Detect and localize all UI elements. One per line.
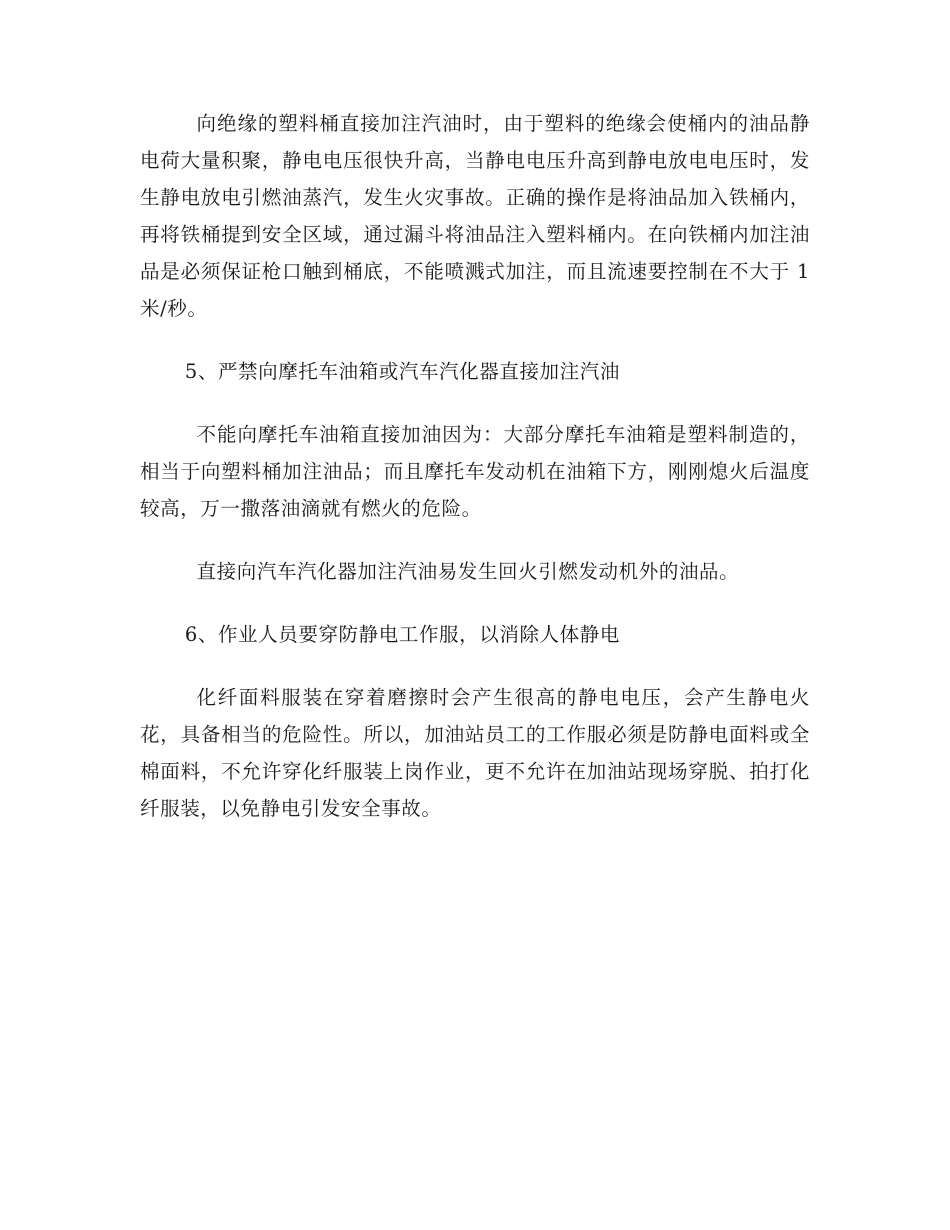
paragraph-motorcycle-tank: 不能向摩托车油箱直接加油因为：大部分摩托车油箱是塑料制造的，相当于向塑料桶加注油品；而且摩托车发动机在油箱下方，刚刚熄火后温度较高，万一撒落油滴就有燃火的危险。: [140, 423, 810, 520]
paragraph-carburetor: 直接向汽车汽化器加注汽油易发生回火引燃发动机外的油品。: [196, 560, 740, 583]
document-page: [140, 105, 810, 853]
heading-item-5: 5、严禁向摩托车油箱或汽车汽化器直接加注汽油: [184, 360, 620, 383]
paragraph-antistatic-clothing: 化纤面料服装在穿着磨擦时会产生很高的静电电压，会产生静电火花，具备相当的危险性。所以，加油站员工的工作服必须是防静电面料或全棉面料，不允许穿化纤服装上岗作业，更不允许在加油站现场穿脱、拍打化纤服装，以免静电引发安全事故。: [140, 686, 810, 820]
heading-item-6: 6、作业人员要穿防静电工作服，以消除人体静电: [184, 623, 620, 646]
paragraph-plastic-bucket: 向绝缘的塑料桶直接加注汽油时，由于塑料的绝缘会使桶内的油品静电荷大量积聚，静电电压很快升高，当静电电压升高到静电放电电压时，发生静电放电引燃油蒸汽，发生火灾事故。正确的操作是将油品加入铁桶内，再将铁桶提到安全区域，通过漏斗将油品注入塑料桶内。在向铁桶内加注油品是必须保证枪口触到桶底，不能喷溅式加注，而且流速要控制在不大于 1 米/秒。: [140, 112, 810, 320]
